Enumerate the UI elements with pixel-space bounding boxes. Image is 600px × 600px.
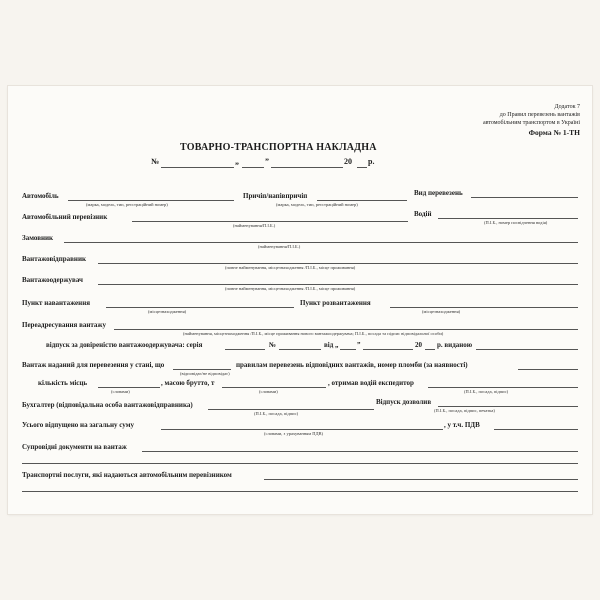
transport-type-label: Вид перевезень [414, 189, 463, 197]
customer-label: Замовник [22, 234, 54, 242]
released-caption: (П.І.Б., посада, підпис, печатка) [434, 408, 495, 413]
documents-field[interactable] [142, 451, 578, 452]
driver-caption: (П.І.Б., номер посвідчення водія) [484, 220, 548, 225]
rules-line-2: автомобільним транспортом в Україні [482, 120, 580, 126]
released-by-label: Відпуск дозволив [376, 398, 432, 406]
appendix-label: Додаток 7 [554, 104, 580, 110]
transport-type-field[interactable] [471, 197, 578, 198]
date-quote-close: ” [265, 157, 269, 166]
consignor-field[interactable] [98, 263, 578, 264]
accountant-field[interactable] [208, 409, 374, 410]
vehicle-caption: (марка, модель, тип, реєстраційний номер) [86, 202, 168, 207]
year-suffix: р. [368, 157, 375, 166]
driver-label: Водій [414, 210, 432, 218]
loading-point-field[interactable] [106, 307, 294, 308]
poa-issued-field[interactable] [476, 349, 578, 350]
power-of-attorney-label: відпуск за довіреністю вантажоодержувача: серія [46, 341, 203, 349]
number-input[interactable] [161, 167, 234, 168]
received-by-label: , отримав водій експедитор [328, 379, 414, 387]
total-caption: (словами, з урахуванням ПДВ) [264, 431, 324, 436]
month-input[interactable] [271, 167, 343, 168]
year-prefix: 20 [344, 157, 352, 166]
cargo-state-caption: (відповідає/не відповідає) [180, 371, 230, 376]
poa-issued-label: р. виданою [437, 341, 473, 349]
trailer-field[interactable] [317, 200, 407, 201]
trailer-label: Причіп/напівпричіп [243, 192, 308, 200]
carrier-caption: (найменування/П.І.Б.) [233, 223, 276, 228]
driver-field[interactable] [438, 218, 578, 219]
vehicle-field[interactable] [68, 200, 234, 201]
consignee-label: Вантажоодержувач [22, 276, 83, 284]
services-field-line-2[interactable] [22, 491, 578, 492]
seal-number-field[interactable] [518, 369, 578, 370]
year-input[interactable] [357, 167, 367, 168]
total-released-label: Усього відпущено на загальну суму [22, 421, 134, 429]
consignor-label: Вантажовідправник [22, 255, 87, 263]
places-count-label: кількість місць [38, 379, 88, 387]
received-caption: (П.І.Б., посада, підпис) [464, 389, 509, 394]
carrier-field[interactable] [132, 221, 408, 222]
documents-label: Супровідні документи на вантаж [22, 443, 127, 451]
day-input[interactable] [242, 167, 264, 168]
date-quote-open: „ [235, 157, 239, 166]
waybill-sheet [8, 86, 592, 514]
places-caption: (словами) [111, 389, 130, 394]
consignee-field[interactable] [98, 284, 578, 285]
gross-mass-label: , масою брутто, т [161, 379, 215, 387]
vat-label: , у т.ч. ПДВ [444, 421, 480, 429]
unloading-caption: (місцезнаходження) [422, 309, 461, 314]
released-by-field[interactable] [438, 406, 578, 407]
cargo-state-label: Вантаж наданий для перевезення у стані, що [22, 361, 165, 369]
received-by-field[interactable] [428, 387, 578, 388]
readdressing-label: Переадресування вантажу [22, 321, 106, 329]
readdressing-caption: (найменування, місцезнаходження /П.І.Б., місце проживання нового вантажоодержувача; П.І.Б., посада та підпис відповідальної особи) [183, 331, 444, 336]
places-count-field[interactable] [98, 387, 160, 388]
accountant-caption: (П.І.Б., посада, підпис) [254, 411, 299, 416]
document-title: ТОВАРНО-ТРАНСПОРТНА НАКЛАДНА [180, 142, 377, 153]
services-label: Транспортні послуги, які надаються автомобільним перевізником [22, 471, 232, 479]
customer-caption: (найменування/П.І.Б.) [258, 244, 301, 249]
loading-caption: (місцезнаходження) [148, 309, 187, 314]
services-field[interactable] [264, 479, 578, 480]
readdressing-field[interactable] [114, 329, 578, 330]
poa-day-field[interactable] [340, 349, 356, 350]
gross-mass-field[interactable] [222, 387, 326, 388]
accountant-label: Бухгалтер (відповідальна особа вантажовідправника) [22, 401, 193, 409]
poa-series-field[interactable] [225, 349, 265, 350]
form-number: Форма № 1-ТН [528, 128, 580, 137]
poa-year-field[interactable] [425, 349, 435, 350]
number-sign: № [151, 157, 160, 166]
vat-field[interactable] [494, 429, 578, 430]
rules-line-1: до Правил перевезень вантажів [499, 112, 580, 118]
poa-from-label: від „ [324, 341, 339, 349]
poa-number-field[interactable] [279, 349, 321, 350]
poa-number-sign: № [269, 341, 277, 349]
trailer-caption: (марка, модель, тип, реєстраційний номер) [276, 202, 358, 207]
carrier-label: Автомобільний перевізник [22, 213, 108, 221]
documents-field-line-2[interactable] [22, 463, 578, 464]
unloading-point-field[interactable] [390, 307, 578, 308]
poa-quote-close: ” [357, 341, 361, 349]
total-sum-field[interactable] [161, 429, 443, 430]
consignee-caption: (повне найменування, місцезнаходження /П.І.Б., місце проживання) [225, 286, 356, 291]
vehicle-label: Автомобіль [22, 192, 59, 200]
poa-year-prefix: 20 [415, 341, 422, 349]
customer-field[interactable] [64, 242, 578, 243]
loading-point-label: Пункт навантаження [22, 299, 91, 307]
consignor-caption: (повне найменування, місцезнаходження /П.І.Б., місце проживання) [225, 265, 356, 270]
gross-caption: (словами) [259, 389, 278, 394]
cargo-state-field[interactable] [173, 369, 231, 370]
poa-month-field[interactable] [363, 349, 413, 350]
unloading-point-label: Пункт розвантаження [300, 299, 371, 307]
rules-match-label: правилам перевезень відповідних вантажів, номер пломби (за наявності) [236, 361, 468, 369]
